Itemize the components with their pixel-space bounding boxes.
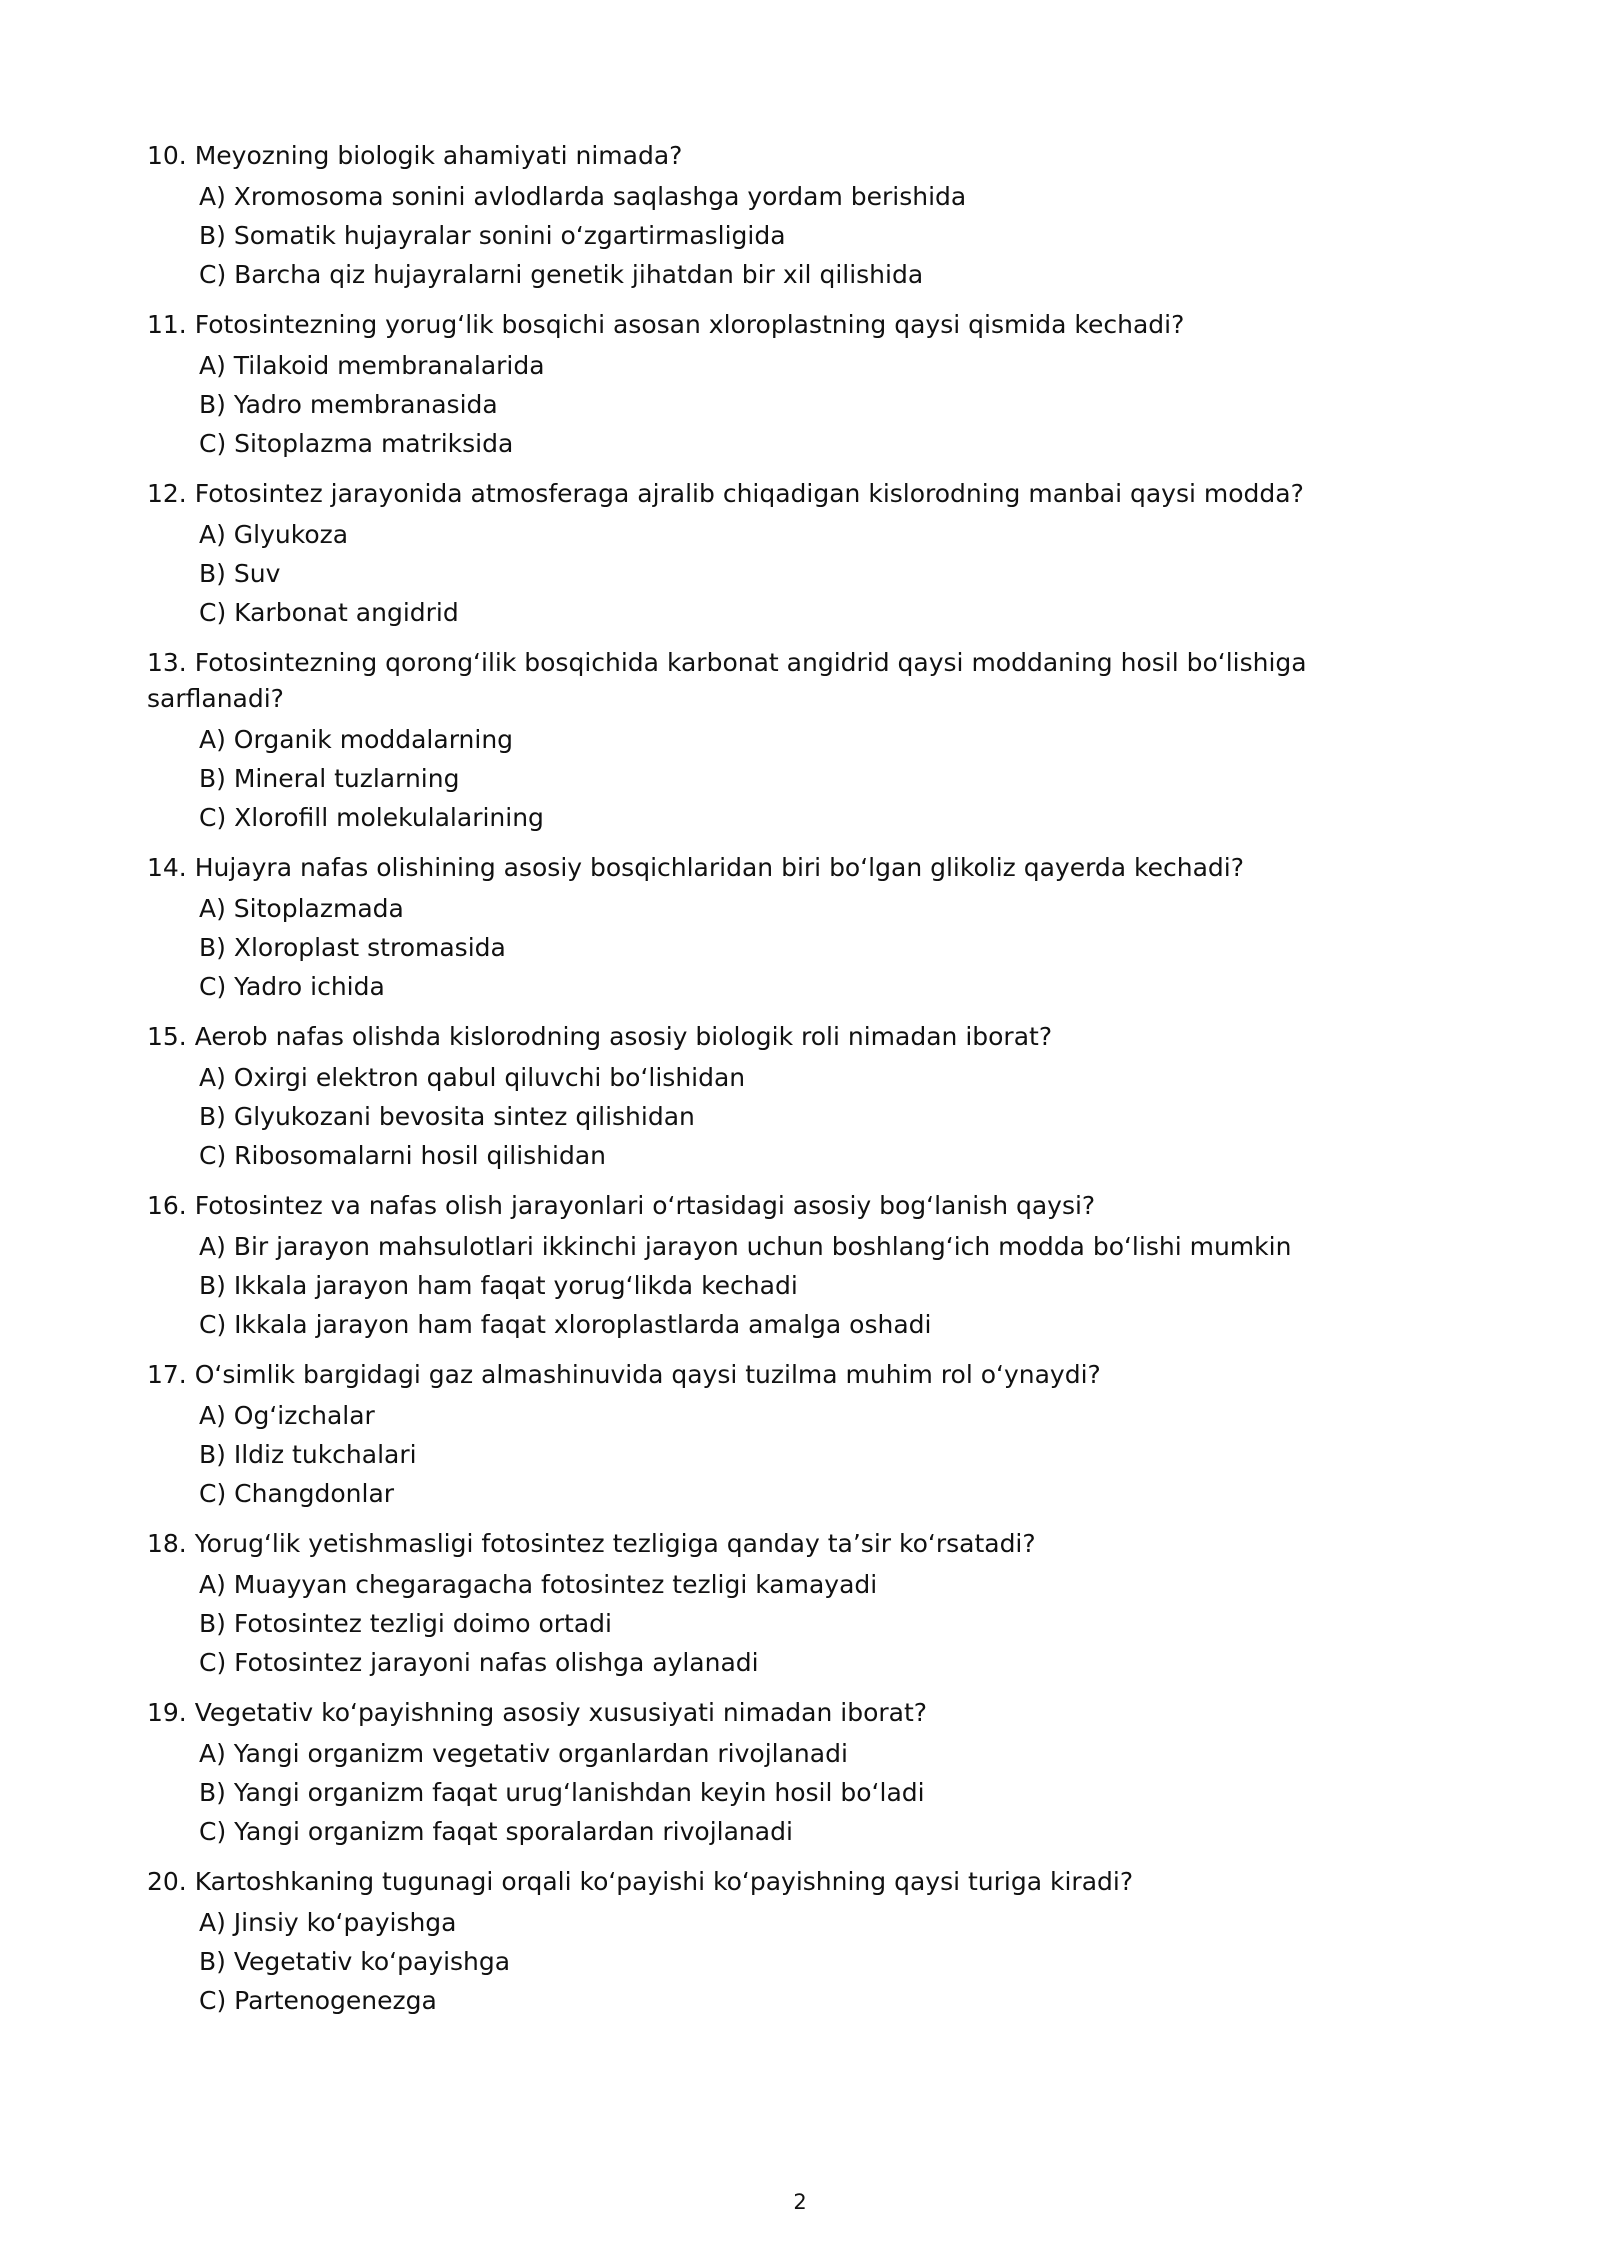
answer-option: B) Yangi organizm faqat urug‘lanishdan keyin hosil bo‘ladi (199, 1778, 925, 1807)
answer-options (147, 1058, 1447, 1175)
question-list (147, 138, 1447, 2033)
question-text: 14. Hujayra nafas olishining asosiy bosqichlaridan biri bo‘lgan glikoliz qayerda kechadi? (147, 853, 1245, 882)
question-text: 15. Aerob nafas olishda kislorodning asosiy biologik roli nimadan iborat? (147, 1022, 1053, 1051)
answer-option: C) Partenogenezga (199, 1986, 437, 2015)
answer-options (147, 1734, 1447, 1851)
answer-option: C) Ikkala jarayon ham faqat xloroplastlarda amalga oshadi (199, 1310, 932, 1339)
question-item (147, 1526, 1447, 1682)
answer-option: B) Suv (199, 559, 281, 588)
answer-option: B) Mineral tuzlarning (199, 764, 460, 793)
answer-option: C) Barcha qiz hujayralarni genetik jihatdan bir xil qilishida (199, 260, 924, 289)
question-text: 17. O‘simlik bargidagi gaz almashinuvida qaysi tuzilma muhim rol o‘ynaydi? (147, 1360, 1101, 1389)
answer-options (147, 515, 1447, 632)
answer-option: A) Muayyan chegaragacha fotosintez tezligi kamayadi (199, 1570, 878, 1599)
answer-option: A) Oxirgi elektron qabul qiluvchi bo‘lishidan (199, 1063, 746, 1092)
answer-option: C) Ribosomalarni hosil qilishidan (199, 1141, 607, 1170)
question-text: 20. Kartoshkaning tugunagi orqali ko‘payishi ko‘payishning qaysi turiga kiradi? (147, 1867, 1134, 1896)
question-item (147, 1357, 1447, 1513)
question-text: 19. Vegetativ ko‘payishning asosiy xususiyati nimadan iborat? (147, 1698, 928, 1727)
answer-options (147, 1565, 1447, 1682)
answer-option: B) Glyukozani bevosita sintez qilishidan (199, 1102, 695, 1131)
answer-options (147, 1227, 1447, 1344)
answer-option: A) Tilakoid membranalarida (199, 351, 545, 380)
answer-option: B) Somatik hujayralar sonini o‘zgartirmasligida (199, 221, 786, 250)
question-text: 12. Fotosintez jarayonida atmosferaga ajralib chiqadigan kislorodning manbai qaysi modda? (147, 479, 1304, 508)
answer-option: A) Sitoplazmada (199, 894, 404, 923)
answer-options (147, 1396, 1447, 1513)
answer-options (147, 346, 1447, 463)
answer-options (147, 720, 1447, 837)
answer-option: C) Karbonat angidrid (199, 598, 459, 627)
question-item (147, 1864, 1447, 2020)
answer-option: B) Yadro membranasida (199, 390, 498, 419)
answer-option: B) Xloroplast stromasida (199, 933, 506, 962)
answer-option: A) Og‘izchalar (199, 1401, 375, 1430)
answer-option: C) Sitoplazma matriksida (199, 429, 514, 458)
answer-option: A) Organik moddalarning (199, 725, 514, 754)
answer-option: B) Vegetativ ko‘payishga (199, 1947, 511, 1976)
question-item (147, 138, 1447, 294)
question-item (147, 1695, 1447, 1851)
question-item (147, 307, 1447, 463)
answer-option: C) Fotosintez jarayoni nafas olishga aylanadi (199, 1648, 759, 1677)
question-text: 16. Fotosintez va nafas olish jarayonlari o‘rtasidagi asosiy bog‘lanish qaysi? (147, 1191, 1096, 1220)
question-item (147, 476, 1447, 632)
question-item (147, 850, 1447, 1006)
question-item (147, 1019, 1447, 1175)
answer-options (147, 1903, 1447, 2020)
question-item (147, 1188, 1447, 1344)
answer-option: C) Xlorofill molekulalarining (199, 803, 544, 832)
answer-option: A) Xromosoma sonini avlodlarda saqlashga yordam berishida (199, 182, 967, 211)
question-text: 18. Yorug‘lik yetishmasligi fotosintez tezligiga qanday ta’sir ko‘rsatadi? (147, 1529, 1036, 1558)
question-text: 11. Fotosintezning yorug‘lik bosqichi asosan xloroplastning qaysi qismida kechadi? (147, 310, 1185, 339)
answer-option: B) Ildiz tukchalari (199, 1440, 417, 1469)
answer-option: C) Yangi organizm faqat sporalardan rivojlanadi (199, 1817, 793, 1846)
answer-option: B) Fotosintez tezligi doimo ortadi (199, 1609, 612, 1638)
question-item (147, 645, 1447, 837)
page-number: 2 (793, 2190, 807, 2214)
answer-option: A) Glyukoza (199, 520, 349, 549)
answer-option: B) Ikkala jarayon ham faqat yorug‘likda kechadi (199, 1271, 798, 1300)
question-text: 10. Meyozning biologik ahamiyati nimada? (147, 141, 683, 170)
answer-options (147, 177, 1447, 294)
answer-options (147, 889, 1447, 1006)
answer-option: C) Yadro ichida (199, 972, 385, 1001)
question-text: 13. Fotosintezning qorong‘ilik bosqichida karbonat angidrid qaysi moddaning hosil bo‘lishiga sarflanadi? (147, 648, 1307, 713)
answer-option: C) Changdonlar (199, 1479, 395, 1508)
answer-option: A) Yangi organizm vegetativ organlardan rivojlanadi (199, 1739, 848, 1768)
answer-option: A) Bir jarayon mahsulotlari ikkinchi jarayon uchun boshlang‘ich modda bo‘lishi mumkin (199, 1232, 1292, 1261)
answer-option: A) Jinsiy ko‘payishga (199, 1908, 457, 1937)
